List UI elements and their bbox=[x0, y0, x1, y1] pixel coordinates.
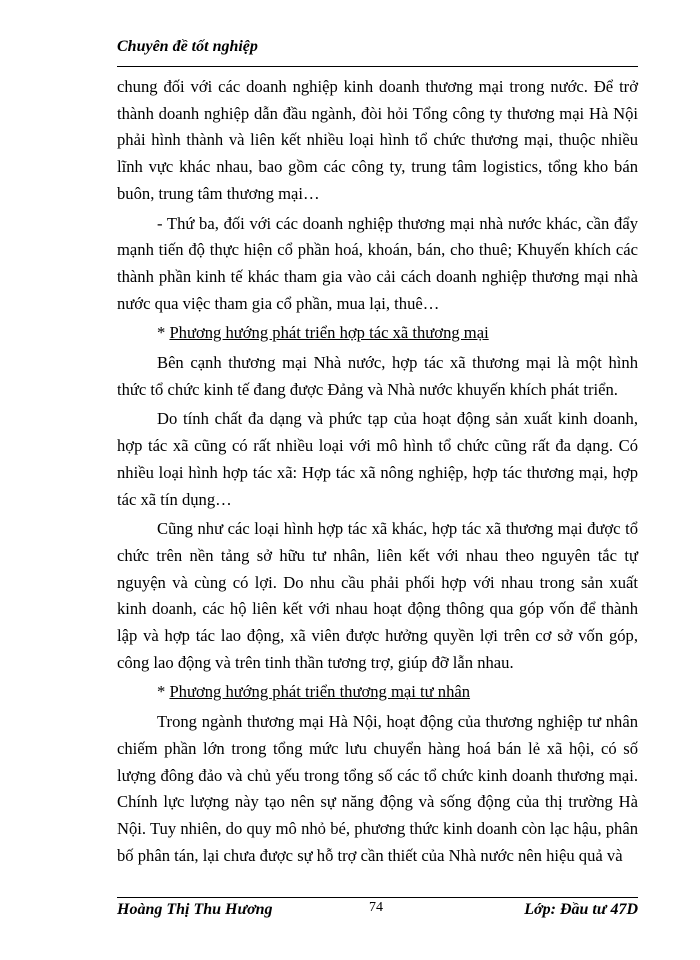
heading-bullet: * bbox=[157, 323, 170, 343]
paragraph: Do tính chất đa dạng và phức tạp của hoạt động sản xuất kinh doanh, hợp tác xã cũng có rất nhiều loại với mô hình tổ chức cũng rất đa dạng. Có nhiều loại hình hợp tác xã: Hợp tác xã nông nghiệp, hợp tác thương mại, hợp tác xã tín dụng… bbox=[117, 409, 638, 509]
paragraph: Trong ngành thương mại Hà Nội, hoạt động của thương nghiệp tư nhân chiếm phần lớn trong tổng mức lưu chuyển hàng hoá bán lẻ xã hội, có số lượng đông đảo và chủ yếu trong tổng số các tổ chức kinh doanh thương mại. Chính lực lượng này tạo nên sự năng động và sống động của thị trường Hà Nội. Tuy nhiên, do quy mô nhỏ bé, phương thức kinh doanh còn lạc hậu, phân bố phân tán, lại chưa được sự hỗ trợ cần thiết của Nhà nước nên hiệu quả và bbox=[117, 712, 638, 865]
section-heading-private bbox=[117, 679, 638, 706]
document-body bbox=[117, 74, 638, 872]
section-heading-cooperative bbox=[117, 320, 638, 347]
footer-class: Lớp: Đầu tư 47D bbox=[524, 901, 638, 918]
paragraph: Cũng như các loại hình hợp tác xã khác, hợp tác xã thương mại được tổ chức trên nền tảng sở hữu tư nhân, liên kết với nhau theo nguyên tắc tự nguyện và cùng có lợi. Do nhu cầu phải phối hợp với nhau trong sản xuất kinh doanh, các hộ liên kết với nhau hoạt động thông qua góp vốn để thành lập và hợp tác lao động, xã viên được hưởng quyền lợi trên cơ sở vốn góp, công lao động và trên tinh thần tương trợ, giúp đỡ lẫn nhau. bbox=[117, 519, 638, 672]
paragraph: Bên cạnh thương mại Nhà nước, hợp tác xã thương mại là một hình thức tổ chức kinh tế đang được Đảng và Nhà nước khuyến khích phát triển. bbox=[117, 353, 638, 399]
heading-text: Phương hướng phát triển thương mại tư nhân bbox=[169, 682, 471, 702]
paragraph: chung đối với các doanh nghiệp kinh doanh thương mại trong nước. Để trở thành doanh nghiệp dẫn đầu ngành, đòi hỏi Tổng công ty thương mại Hà Nội phải hình thành và liên kết nhiều loại hình tổ chức thương mại, thuộc nhiều lĩnh vực khác nhau, bao gồm các công ty, trung tâm logistics, tổng kho bán buôn, trung tâm thương mại… bbox=[117, 77, 638, 203]
header-divider bbox=[117, 66, 638, 67]
page-header-title: Chuyên đề tốt nghiệp bbox=[117, 38, 258, 55]
footer-divider bbox=[117, 897, 638, 898]
page-number: 74 bbox=[369, 900, 383, 915]
paragraph: - Thứ ba, đối với các doanh nghiệp thương mại nhà nước khác, cần đẩy mạnh tiến độ thực hiện cổ phần hoá, khoán, bán, cho thuê; Khuyến khích các thành phần kinh tế khác tham gia vào cải cách doanh nghiệp thương mại nhà nước qua việc tham gia cổ phần, mua lại, thuê… bbox=[117, 213, 638, 313]
heading-bullet: * bbox=[157, 682, 170, 702]
heading-text: Phương hướng phát triển hợp tác xã thương mại bbox=[169, 323, 489, 343]
footer-author: Hoàng Thị Thu Hương bbox=[117, 901, 273, 918]
